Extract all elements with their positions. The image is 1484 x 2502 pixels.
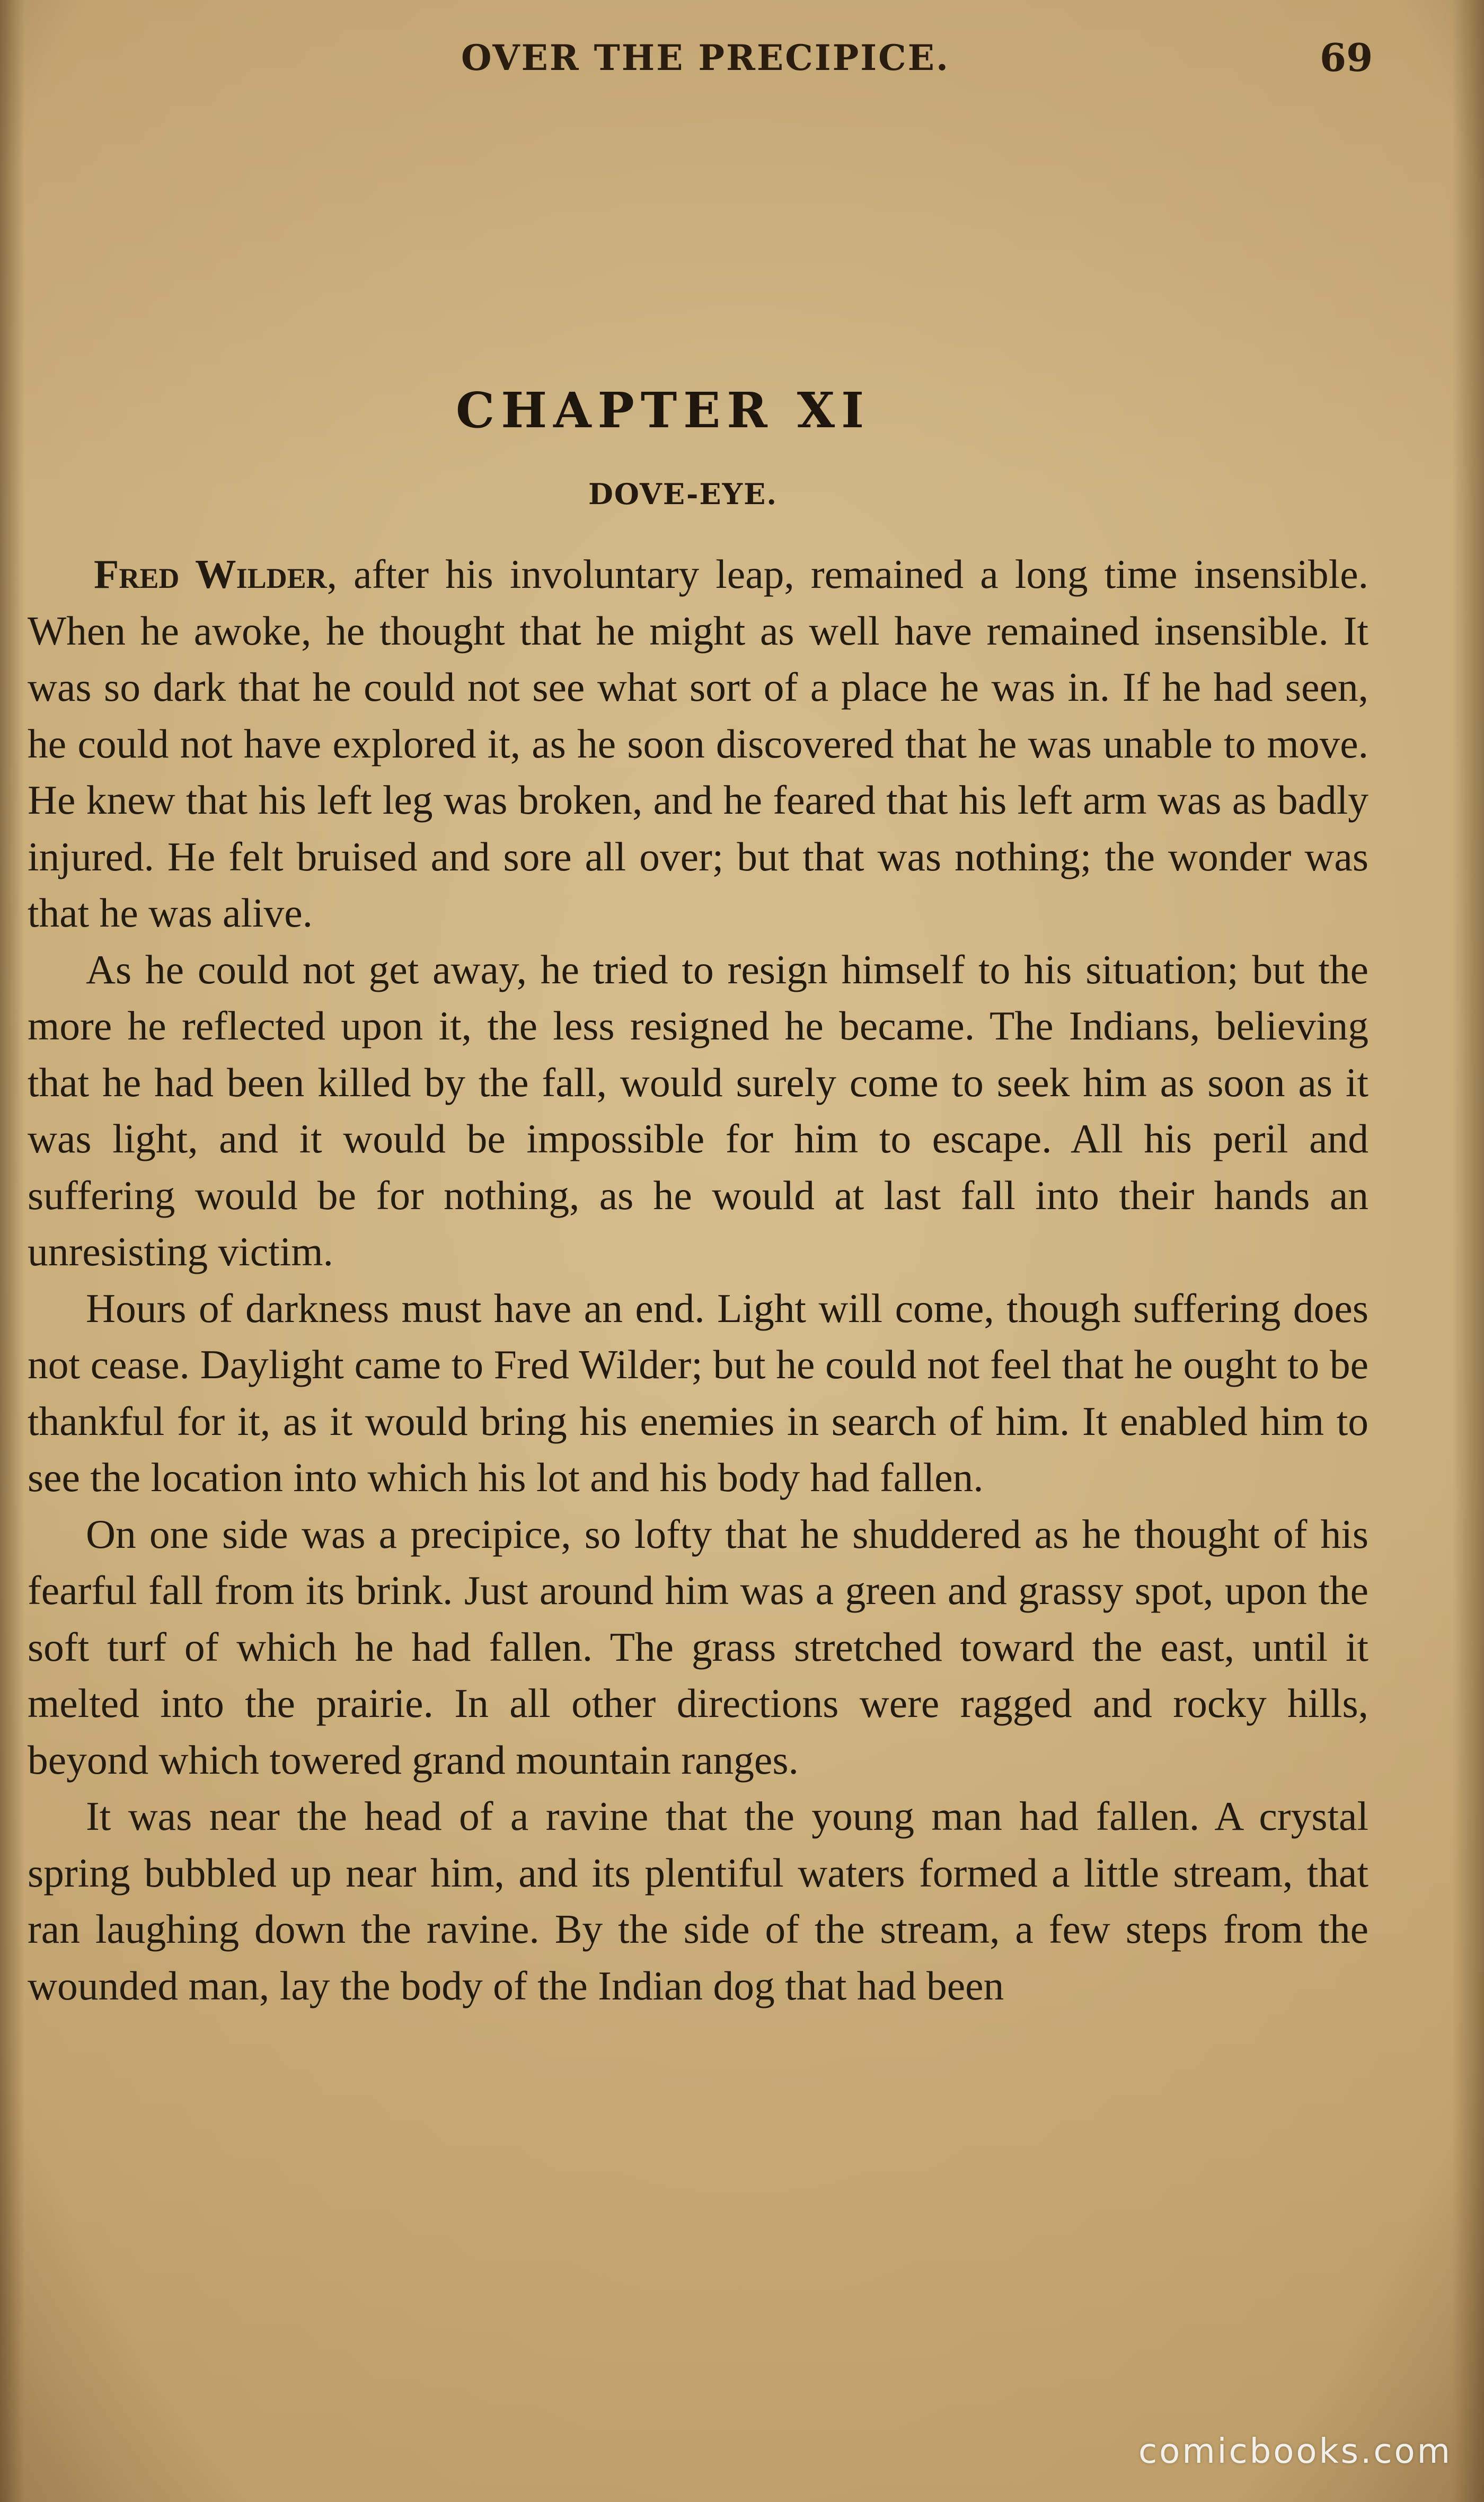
paragraph: As he could not get away, he tried to resign himself to his situation; but the more he reflected upon it, the less resigned he became. The Indians, believing that he had been killed by the fall, would surely come to seek him as soon as it was light, and it would be impossible for him to escape. All his peril and suffering would be for nothing, as he would at last fall into their hands an unresisting victim. — [28, 946, 1368, 1274]
paragraph: Hours of darkness must have an end. Light will come, though suffering does not cease. Daylight came to Fred Wilder; but he could not feel that he ought to be thankful for it, as it would bring his enemies in search of him. It enabled him to see the location into which his lot and his body had fallen. — [28, 1285, 1368, 1500]
chapter-heading: CHAPTER XI — [456, 382, 871, 439]
paragraph: It was near the head of a ravine that the young man had fallen. A crystal spring bubbled up near him, and its plentiful waters formed a little stream, that ran laughing down the ravine. By the side of the stream, a few steps from the wounded man, lay the body of the Indian dog that had been — [28, 1793, 1368, 2008]
page-number: 69 — [1320, 35, 1373, 80]
watermark: comicbooks.com — [1138, 2432, 1452, 2471]
page-edge-shadow-right — [1452, 0, 1484, 2502]
body-text — [28, 546, 1368, 2014]
lead-name: Fred Wilder — [94, 551, 327, 597]
chapter-title: DOVE-EYE. — [588, 477, 778, 511]
page-edge-shadow-left — [0, 0, 24, 2502]
paragraph-text: , after his involuntary leap, remained a long time insensible. When he awoke, he thought that he might as well have remained insensible. It was so dark that he could not see what sort of a place he was in. If he had seen, he could not have explored it, as he soon discovered that he was unable to move. He knew that his left leg was broken, and he feared that his left arm was as badly injured. He felt bruised and sore all over; but that was nothing; the wonder was that he was alive. — [28, 551, 1368, 936]
paragraph: On one side was a precipice, so lofty that he shuddered as he thought of his fearful fall from its brink. Just around him was a green and grassy spot, upon the soft turf of which he had fallen. The grass stretched toward the east, until it melted into the prairie. In all other directions were ragged and rocky hills, beyond which towered grand mountain ranges. — [28, 1511, 1368, 1783]
running-title: OVER THE PRECIPICE. — [461, 37, 950, 78]
running-head — [0, 37, 1484, 95]
paragraph — [28, 546, 1368, 941]
